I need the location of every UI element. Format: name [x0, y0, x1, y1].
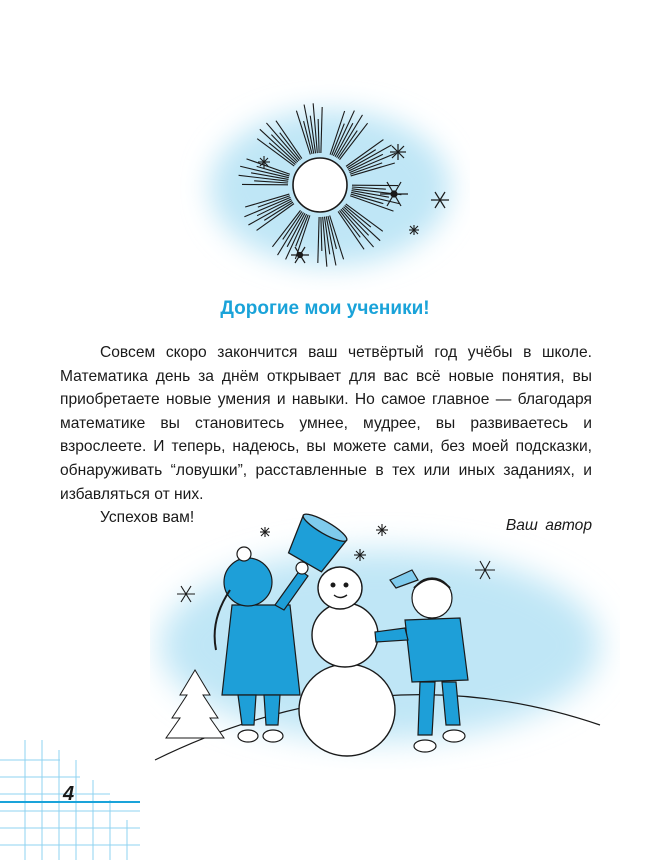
signature: Ваш автор — [505, 517, 592, 534]
letter-body — [60, 341, 592, 530]
snowman-illustration — [150, 510, 620, 770]
letter-paragraph: Успехов вам! — [100, 509, 195, 527]
snowflake-icon — [260, 527, 270, 537]
page-number: 4 — [63, 783, 75, 805]
page-heading: Дорогие мои ученики! — [220, 298, 430, 319]
snowflake-icon — [376, 524, 388, 536]
sun-illustration — [180, 80, 470, 290]
letter-paragraph: Совсем скоро закончится ваш четвёртый год учёбы в школе. Математика день за днём открывает для вас всё новые понятия, вы приобретаете новые умения и навыки. Но самое главное — благодаря математике вы становитесь умнее, мудрее, вы развиваетесь и взрослеете. И теперь, надеюсь, вы можете сами, без моей подсказки, обнаруживать “ловушки”, расставленные в тех или иных заданиях, и избавляться от них. — [60, 344, 592, 503]
snowflake-icon — [390, 144, 406, 160]
snowflake-icon — [409, 225, 419, 235]
